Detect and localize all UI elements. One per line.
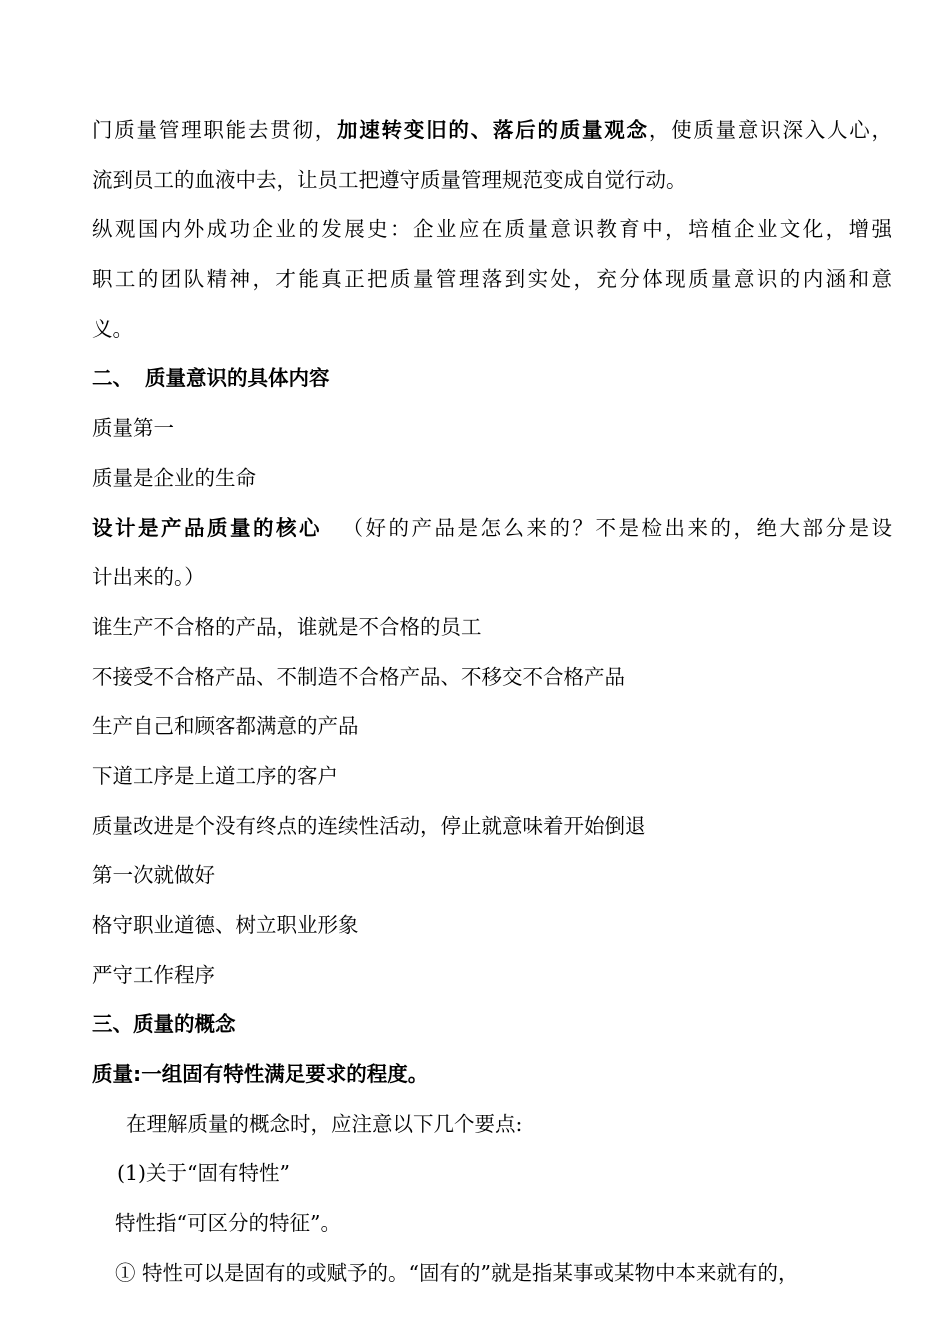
definition: 质量:一组固有特性满足要求的程度。	[92, 1062, 429, 1087]
list-item: 质量改进是个没有终点的连续性活动，停止就意味着开始倒退	[92, 813, 646, 838]
paragraph-line	[92, 106, 892, 156]
document-page	[92, 106, 892, 1299]
text-run: （好的产品是怎么来的？不是检出来的，绝大部分是设	[340, 515, 892, 540]
paragraph-line: 在理解质量的概念时，应注意以下几个要点:	[126, 1111, 523, 1136]
paragraph-line: 职工的团队精神，才能真正把质量管理落到实处，充分体现质量意识的内涵和意	[92, 267, 892, 292]
sub-heading: (1)关于“固有特性”	[117, 1161, 290, 1186]
list-item: 第一次就做好	[92, 863, 215, 888]
paragraph-line: 纵观国内外成功企业的发展史：企业应在质量意识教育中，培植企业文化，增强	[92, 217, 892, 242]
bold-phrase: 设计是产品质量的核心	[92, 515, 322, 540]
paragraph-line: 流到员工的血液中去，让员工把遵守质量管理规范变成自觉行动。	[92, 167, 687, 192]
list-item: 严守工作程序	[92, 962, 215, 987]
list-item: 下道工序是上道工序的客户	[92, 763, 338, 788]
list-item: 生产自己和顾客都满意的产品	[92, 714, 359, 739]
list-item: 质量第一	[92, 416, 174, 441]
list-item	[92, 504, 892, 554]
list-item: 格守职业道德、树立职业形象	[92, 913, 359, 937]
section-heading: 三、质量的概念	[92, 1012, 236, 1037]
text-run: 门质量管理职能去贯彻，	[92, 118, 337, 142]
paragraph-line: 特性指“可区分的特征”。	[115, 1211, 341, 1236]
bold-phrase: 加速转变旧的、落后的质量观念	[337, 118, 649, 142]
section-number: 二、	[92, 366, 133, 391]
paragraph-line: ① 特性可以是固有的或赋予的。“固有的”就是指某事或某物中本来就有的，	[115, 1260, 799, 1285]
list-item: 质量是企业的生命	[92, 465, 256, 490]
list-item: 谁生产不合格的产品，谁就是不合格的员工	[92, 614, 482, 639]
paragraph-line: 计出来的。）	[92, 565, 205, 590]
list-item: 不接受不合格产品、不制造不合格产品、不移交不合格产品	[92, 664, 625, 689]
paragraph-line: 义。	[92, 316, 133, 341]
text-run: ，使质量意识深入人心，	[648, 118, 893, 142]
section-title: 质量意识的具体内容	[145, 366, 330, 391]
section-heading	[92, 354, 892, 404]
